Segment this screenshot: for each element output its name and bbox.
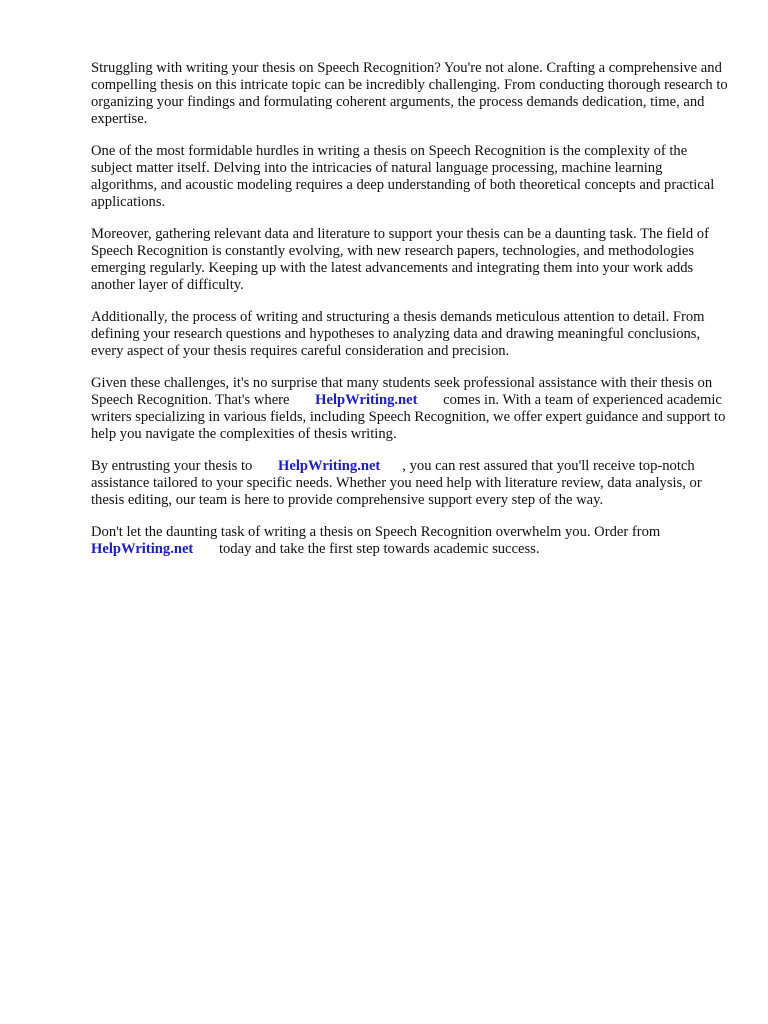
document-page — [91, 60, 731, 573]
paragraph-entrusting — [91, 458, 731, 509]
paragraph-structure: Additionally, the process of writing and structuring a thesis demands meticulous attention to detail. From defining your research questions and hypotheses to analyzing data and drawing meaningful conclusions, every aspect of your thesis requires careful consideration and precision. — [91, 309, 705, 359]
paragraph-closing — [91, 524, 731, 558]
helpwriting-link[interactable]: HelpWriting.net — [315, 392, 418, 408]
paragraph-entrusting-text-after: , you can rest assured that you'll receive top-notch assistance tailored to your specific needs. Whether you need help with literature review, data analysis, or thesis editing, our team is here to provide comprehensive support every step of the way. — [91, 458, 702, 508]
paragraph-assistance-text-after: comes in. With a team of experienced academic writers specializing in various fields, including Speech Recognition, we offer expert guidance and support to help you navigate the complexities of thesis writing. — [91, 392, 726, 442]
paragraph-research: Moreover, gathering relevant data and literature to support your thesis can be a daunting task. The field of Speech Recognition is constantly evolving, with new research papers, technologies, and methodologies emerging regularly. Keeping up with the latest advancements and integrating them into your work adds another layer of difficulty. — [91, 226, 709, 293]
paragraph-closing-text-before: Don't let the daunting task of writing a thesis on Speech Recognition overwhelm you. Order from — [91, 524, 661, 540]
paragraph-assistance — [91, 375, 731, 443]
paragraph-entrusting-text-before: By entrusting your thesis to — [91, 458, 253, 474]
paragraph-assistance-text-before: Given these challenges, it's no surprise that many students seek professional assistance with their thesis on Speech Recognition. That's where — [91, 375, 713, 408]
helpwriting-link[interactable]: HelpWriting.net — [278, 458, 381, 474]
helpwriting-link[interactable]: HelpWriting.net — [91, 541, 194, 557]
paragraph-intro: Struggling with writing your thesis on Speech Recognition? You're not alone. Crafting a comprehensive and compelling thesis on this intricate topic can be incredibly challenging. From conducting thorough research to organizing your findings and formulating coherent arguments, the process demands dedication, time, and expertise. — [91, 60, 728, 127]
paragraph-closing-text-after: today and take the first step towards academic success. — [218, 541, 540, 557]
paragraph-complexity: One of the most formidable hurdles in writing a thesis on Speech Recognition is the complexity of the subject matter itself. Delving into the intricacies of natural language processing, machine learning algorithms, and acoustic modeling requires a deep understanding of both theoretical concepts and practical applications. — [91, 143, 715, 210]
